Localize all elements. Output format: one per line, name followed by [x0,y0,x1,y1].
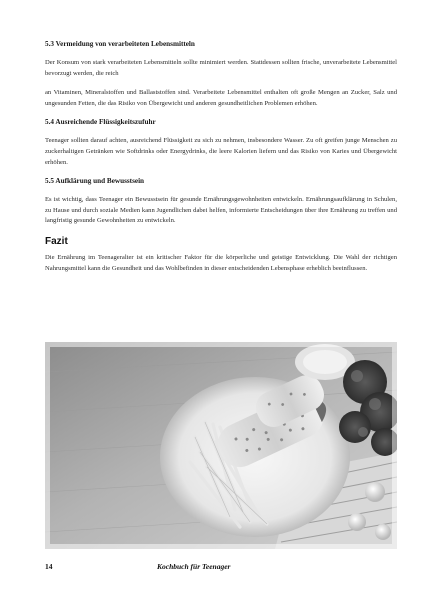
page-number: 14 [45,562,53,571]
section-paragraph: Teenager sollten darauf achten, ausreichend Flüssigkeit zu sich zu nehmen, insbesondere Wasser. Zu oft greifen junge Menschen zu zuckerhaltigen Getränken wie Softdrinks oder Energydrinks, die leere Kalorien liefern und das Risiko von Karies und Übergewicht erhöhen. [45,137,397,166]
page-footer [45,562,397,574]
section-heading: 5.4 Ausreichende Flüssigkeitszufuhr [45,118,156,127]
section-paragraph: Der Konsum von stark verarbeiteten Lebensmitteln sollte minimiert werden. Stattdessen sollten frische, unverarbeitete Lebensmittel bevorzugt werden, die reich [45,59,397,77]
text-content [45,40,397,283]
section-paragraph: Es ist wichtig, dass Teenager ein Bewusstsein für gesunde Ernährungsgewohnheiten entwickeln. Ernährungsaufklärung in Schulen, zu Hause und durch soziale Medien kann Jugendlichen dabei helfen, informierte Entscheidungen über ihre Ernährung zu treffen und langfristig gesunde Gewohnheiten zu entwickeln. [45,196,397,225]
section-paragraph: an Vitaminen, Mineralstoffen und Ballaststoffen sind. Verarbeitete Lebensmittel enthalten oft große Mengen an Zucker, Salz und ungesunden Fetten, die das Risiko von Übergewicht und anderen gesundheitlichen Problemen erhöhen. [45,89,397,107]
section-5-5 [45,177,397,227]
food-photo [45,342,397,549]
section-heading: 5.3 Vermeidung von verarbeiteten Lebensmitteln [45,40,195,48]
section-5-4 [45,118,397,168]
fazit-heading: Fazit [45,235,68,247]
wrap-and-fries-image [45,342,397,549]
section-5-3 [45,40,397,109]
book-title: Kochbuch für Teenager [157,562,231,571]
fazit-section [45,236,397,274]
fazit-paragraph: Die Ernährung im Teenageralter ist ein kritischer Faktor für die körperliche und geistige Entwicklung. Die Wahl der richtigen Nahrungsmittel kann die Gesundheit und das Wohlbefinden in dieser entscheidenden Lebensphase erheblich beeinflussen. [45,253,397,272]
section-heading: 5.5 Aufklärung und Bewusstsein [45,177,145,186]
